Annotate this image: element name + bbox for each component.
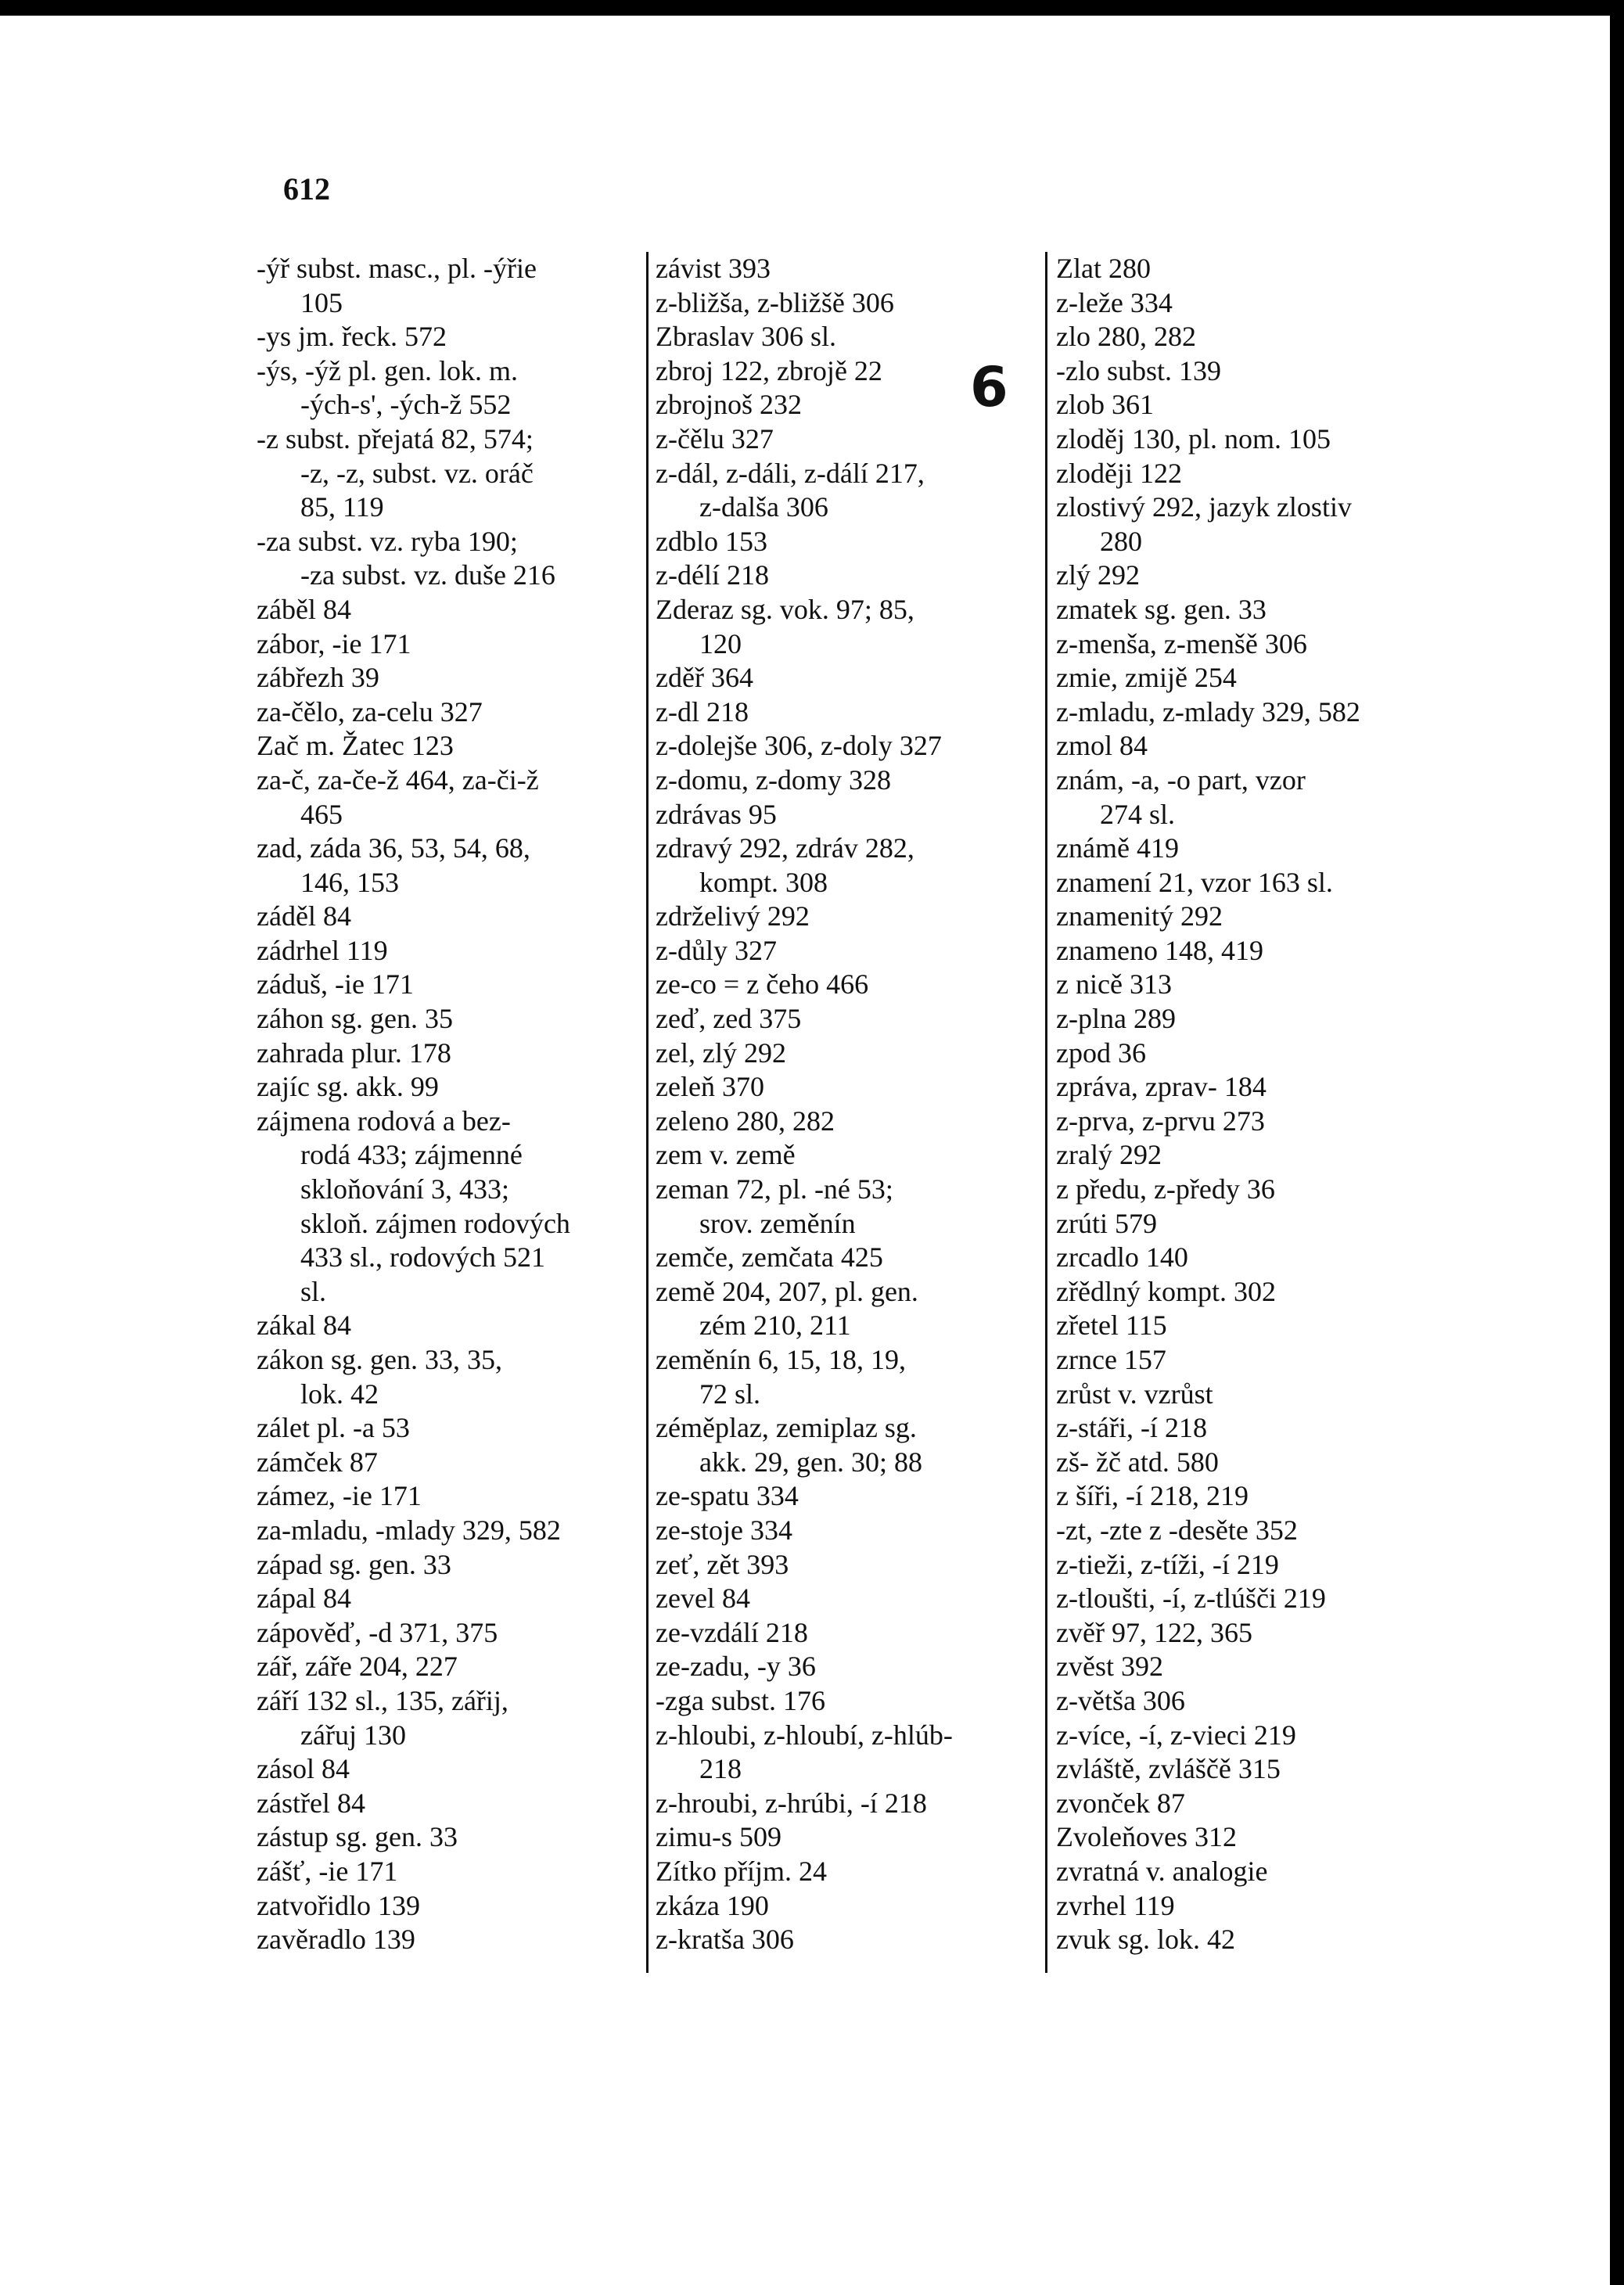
index-entry: z předu, z-předy 36: [1056, 1173, 1275, 1205]
index-entry: z-dolejše 306, z-doly 327: [656, 730, 942, 762]
index-entry: z-menša, z-menšě 306: [1056, 627, 1307, 659]
index-entry: zlo 280, 282: [1056, 321, 1196, 353]
index-entry: zdrávas 95: [656, 798, 777, 830]
index-entry: z-větša 306: [1056, 1684, 1185, 1716]
index-entry-continuation: 218: [699, 1753, 742, 1785]
index-entry: zdravý 292, zdráv 282,: [656, 832, 914, 864]
index-entry: -za subst. vz. ryba 190;: [257, 525, 518, 557]
index-entry: zmatek sg. gen. 33: [1056, 593, 1267, 625]
handwritten-margin-mark: 6: [970, 355, 1008, 419]
index-entry: z-dál, z-dáli, z-dálí 217,: [656, 457, 925, 489]
index-entry-continuation: srov. zeměnín: [699, 1207, 856, 1239]
scan-border-top: [0, 0, 1624, 16]
index-entry: zimu-s 509: [656, 1821, 781, 1853]
index-entry: zálet pl. -a 53: [257, 1412, 410, 1444]
index-entry: zvrhel 119: [1056, 1889, 1175, 1921]
index-entry: z-délí 218: [656, 559, 769, 591]
index-entry: ze-vzdálí 218: [656, 1616, 808, 1648]
index-entry: z šíři, -í 218, 219: [1056, 1480, 1249, 1512]
index-entry: zem v. země: [656, 1139, 796, 1171]
index-entry: z nicě 313: [1056, 968, 1172, 1001]
index-entry-continuation: kompt. 308: [699, 866, 828, 898]
index-entry: z-leže 334: [1056, 286, 1173, 318]
index-entry: zajíc sg. akk. 99: [257, 1071, 439, 1103]
index-entry: zad, záda 36, 53, 54, 68,: [257, 832, 530, 864]
index-entry: zevel 84: [656, 1583, 750, 1615]
index-entry: známě 419: [1056, 832, 1179, 864]
index-entry: zavěradlo 139: [257, 1924, 415, 1956]
index-entry-continuation: lok. 42: [300, 1378, 379, 1410]
index-entry: z-více, -í, z-vieci 219: [1056, 1719, 1296, 1751]
index-entry: z-čělu 327: [656, 422, 774, 454]
index-entry-continuation: -ých-s', -ých-ž 552: [300, 389, 512, 421]
index-entry-continuation: skloň. zájmen rodových: [300, 1207, 570, 1239]
index-entry: -z subst. přejatá 82, 574;: [257, 422, 534, 454]
index-entry: zeleno 280, 282: [656, 1105, 835, 1137]
index-entry: zpráva, zprav- 184: [1056, 1071, 1267, 1103]
index-entry: zvratná v. analogie: [1056, 1855, 1268, 1887]
index-entry: z-bližša, z-bližšě 306: [656, 286, 894, 318]
index-entry-continuation: -za subst. vz. duše 216: [300, 559, 555, 591]
index-entry: ze-co = z čeho 466: [656, 968, 869, 1001]
index-entry: zkáza 190: [656, 1889, 769, 1921]
index-entry: z-tloušti, -í, z-tlúšči 219: [1056, 1583, 1326, 1615]
index-entry: zábor, -ie 171: [257, 627, 411, 659]
index-entry: zralý 292: [1056, 1139, 1162, 1171]
index-entry: zloději 122: [1056, 457, 1182, 489]
index-column-1: [257, 252, 648, 1957]
index-entry: země 204, 207, pl. gen.: [656, 1275, 918, 1307]
index-entry: zmie, zmijě 254: [1056, 662, 1237, 694]
index-entry: zvěř 97, 122, 365: [1056, 1616, 1252, 1648]
index-entry: zděř 364: [656, 662, 753, 694]
index-entry: za-mladu, -mlady 329, 582: [257, 1514, 561, 1546]
index-entry-continuation: z-dalša 306: [699, 491, 828, 523]
index-entry: zrnce 157: [1056, 1344, 1166, 1375]
index-entry-continuation: -z, -z, subst. vz. oráč: [300, 457, 534, 489]
index-entry-continuation: 280: [1100, 525, 1142, 557]
index-entry: zemče, zemčata 425: [656, 1241, 883, 1274]
index-entry: zdrželivý 292: [656, 900, 810, 932]
index-entry: záděl 84: [257, 900, 351, 932]
index-entry-continuation: zém 210, 211: [699, 1310, 851, 1342]
index-entry: zlý 292: [1056, 559, 1140, 591]
index-entry: zvuk sg. lok. 42: [1056, 1924, 1235, 1956]
index-entry: -ys jm. řeck. 572: [257, 321, 447, 353]
index-entry-continuation: skloňování 3, 433;: [300, 1173, 509, 1205]
index-entry: z-důly 327: [656, 934, 777, 966]
index-entry: zvěst 392: [1056, 1651, 1163, 1683]
index-entry: zřědlný kompt. 302: [1056, 1275, 1276, 1307]
index-entry: zástup sg. gen. 33: [257, 1821, 458, 1853]
index-entry: zvonček 87: [1056, 1787, 1185, 1819]
index-entry: -ýs, -ýž pl. gen. lok. m.: [257, 354, 518, 386]
index-entry: ze-stoje 334: [656, 1514, 792, 1546]
index-entry: zš- žč atd. 580: [1056, 1446, 1219, 1478]
index-entry: z-domu, z-domy 328: [656, 763, 891, 796]
index-entry: zpod 36: [1056, 1037, 1146, 1069]
index-entry: zástřel 84: [257, 1787, 365, 1819]
index-entry: zákal 84: [257, 1310, 351, 1342]
index-entry: z-plna 289: [1056, 1003, 1176, 1035]
index-entry: zdblo 153: [656, 525, 767, 557]
index-entry-continuation: 120: [699, 627, 742, 659]
index-entry: znamení 21, vzor 163 sl.: [1056, 866, 1333, 898]
index-entry: zář, záře 204, 227: [257, 1651, 458, 1683]
index-entry: zeleň 370: [656, 1071, 764, 1103]
index-entry: z-tieži, z-tíži, -í 219: [1056, 1548, 1279, 1580]
index-entry: zrůst v. vzrůst: [1056, 1378, 1213, 1410]
index-entry: -zlo subst. 139: [1056, 354, 1221, 386]
index-entry: zlob 361: [1056, 389, 1154, 421]
index-entry: Zvoleňoves 312: [1056, 1821, 1237, 1853]
index-entry: závist 393: [656, 253, 771, 284]
index-entry-continuation: sl.: [300, 1275, 327, 1307]
index-entry: září 132 sl., 135, zářij,: [257, 1684, 508, 1716]
index-entry-continuation: akk. 29, gen. 30; 88: [699, 1446, 922, 1478]
index-entry: záduš, -ie 171: [257, 968, 414, 1001]
index-entry: Zlat 280: [1056, 253, 1151, 284]
index-entry: zámček 87: [257, 1446, 378, 1478]
index-entry: z-stáři, -í 218: [1056, 1412, 1207, 1444]
index-entry-continuation: 433 sl., rodových 521: [300, 1241, 545, 1274]
index-entry: z-hloubi, z-hloubí, z-hlúb-: [656, 1719, 953, 1751]
index-entry: zrúti 579: [1056, 1207, 1157, 1239]
index-entry: zbroj 122, zbrojě 22: [656, 354, 882, 386]
index-entry: za-č, za-če-ž 464, za-či-ž: [257, 763, 539, 796]
index-entry: zel, zlý 292: [656, 1037, 786, 1069]
index-entry: znameno 148, 419: [1056, 934, 1263, 966]
index-entry: zloděj 130, pl. nom. 105: [1056, 422, 1331, 454]
index-entry: zvláště, zvláščě 315: [1056, 1753, 1281, 1785]
scan-border-right: [1610, 0, 1624, 2285]
index-entry: zámez, -ie 171: [257, 1480, 422, 1512]
index-entry: zájmena rodová a bez-: [257, 1105, 511, 1137]
index-entry: záhon sg. gen. 35: [257, 1003, 453, 1035]
index-entry: Zderaz sg. vok. 97; 85,: [656, 593, 914, 625]
index-entry-continuation: 146, 153: [300, 866, 399, 898]
index-entry: zbrojnoš 232: [656, 389, 802, 421]
index-column-3: [1056, 252, 1478, 1957]
index-entry: západ sg. gen. 33: [257, 1548, 451, 1580]
index-entry: zásol 84: [257, 1753, 350, 1785]
index-entry: -zga subst. 176: [656, 1684, 825, 1716]
index-entry: -ýř subst. masc., pl. -ýřie: [257, 253, 537, 284]
index-entry: zmol 84: [1056, 730, 1148, 762]
index-entry-continuation: rodá 433; zájmenné: [300, 1139, 523, 1171]
index-entry: Zač m. Žatec 123: [257, 730, 454, 762]
index-entry: zeť, zět 393: [656, 1548, 789, 1580]
index-entry: zápal 84: [257, 1583, 351, 1615]
index-entry: zrcadlo 140: [1056, 1241, 1188, 1274]
index-entry: zřetel 115: [1056, 1310, 1167, 1342]
index-entry: z-kratša 306: [656, 1924, 794, 1956]
index-entry: záběl 84: [257, 593, 351, 625]
index-entry: zákon sg. gen. 33, 35,: [257, 1344, 502, 1375]
index-entry: z-dl 218: [656, 695, 749, 728]
index-entry: zahrada plur. 178: [257, 1037, 451, 1069]
index-entry: ze-zadu, -y 36: [656, 1651, 816, 1683]
index-entry-continuation: 105: [300, 286, 343, 318]
index-column-2: [656, 252, 1047, 1957]
index-entry-continuation: 465: [300, 798, 343, 830]
index-entry: znamenitý 292: [1056, 900, 1223, 932]
index-entry: z-hroubi, z-hrúbi, -í 218: [656, 1787, 927, 1819]
index-entry: z-mladu, z-mlady 329, 582: [1056, 695, 1360, 728]
index-entry: Zítko příjm. 24: [656, 1855, 827, 1887]
index-entry: znám, -a, -o part, vzor: [1056, 763, 1306, 796]
index-entry: zlostivý 292, jazyk zlostiv: [1056, 491, 1352, 523]
index-entry: -zt, -zte z -desěte 352: [1056, 1514, 1298, 1546]
index-entry: zášť, -ie 171: [257, 1855, 398, 1887]
index-entry: Zbraslav 306 sl.: [656, 321, 836, 353]
index-entry: z-prva, z-prvu 273: [1056, 1105, 1265, 1137]
index-entry: zeměnín 6, 15, 18, 19,: [656, 1344, 906, 1375]
index-entry: zápověď, -d 371, 375: [257, 1616, 498, 1648]
index-entry-continuation: 274 sl.: [1100, 798, 1176, 830]
index-entry: zábřezh 39: [257, 662, 379, 694]
index-entry: zeman 72, pl. -né 53;: [656, 1173, 893, 1205]
index-entry-continuation: 85, 119: [300, 491, 384, 523]
index-entry: zéměplaz, zemiplaz sg.: [656, 1412, 917, 1444]
index-entry: zatvořidlo 139: [257, 1889, 420, 1921]
index-entry: zeď, zed 375: [656, 1003, 802, 1035]
index-entry: za-čělo, za-celu 327: [257, 695, 483, 728]
index-entry-continuation: 72 sl.: [699, 1378, 761, 1410]
page-number: 612: [283, 171, 330, 207]
index-entry: zádrhel 119: [257, 934, 388, 966]
index-entry: ze-spatu 334: [656, 1480, 799, 1512]
index-entry-continuation: zářuj 130: [300, 1719, 406, 1751]
